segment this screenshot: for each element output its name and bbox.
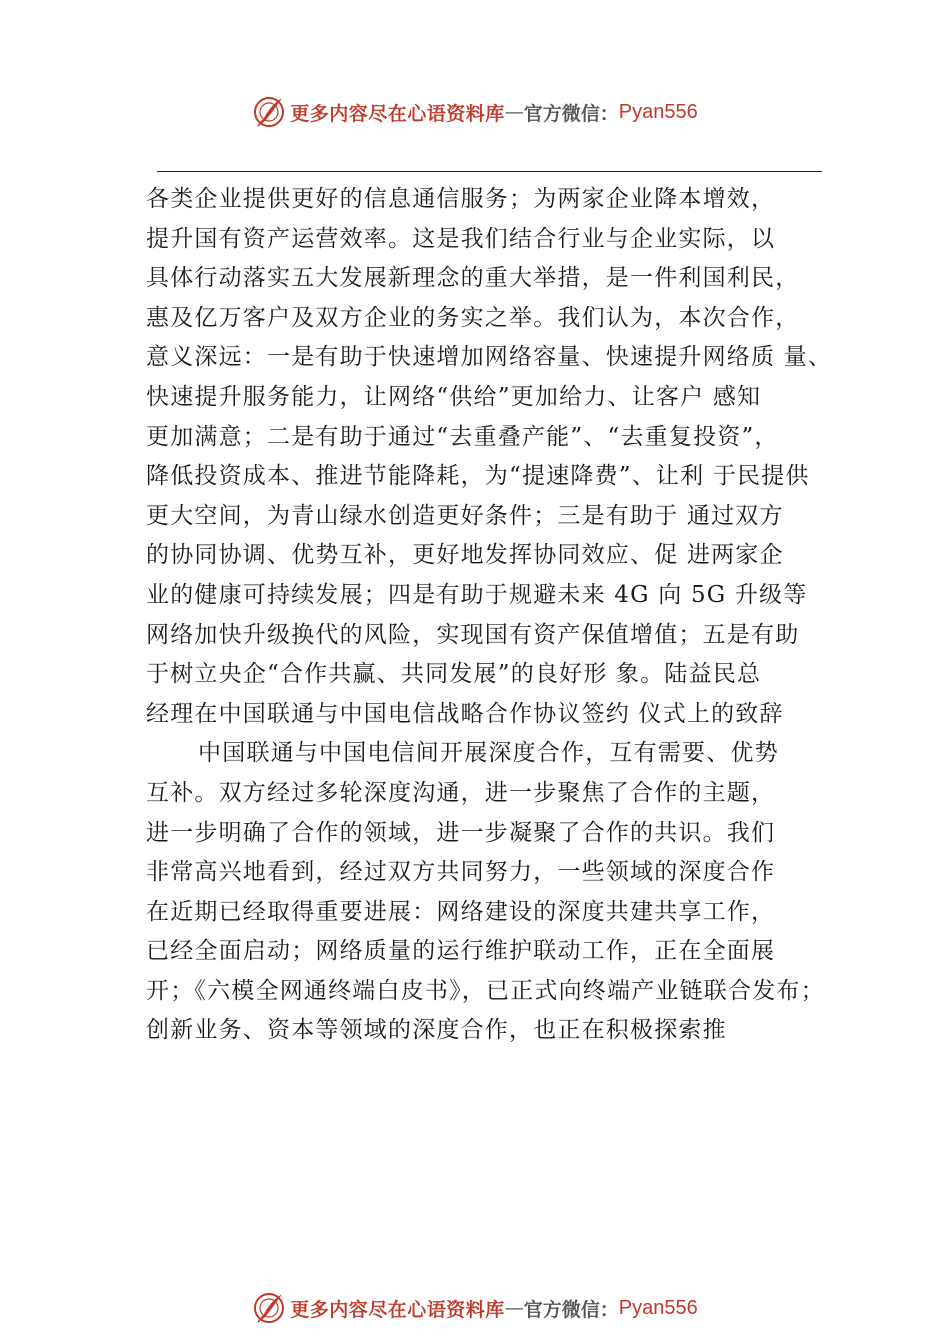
header-wechat-label: 官方微信：: [523, 102, 619, 125]
text-line: 业的健康可持续发展；四是有助于规避未来 4G 向 5G 升级等: [146, 581, 808, 608]
header-rule: [157, 171, 822, 172]
page-header: [0, 92, 950, 132]
footer-wechat-label: 官方微信：: [523, 1298, 619, 1321]
text-line: 具体行动落实五大发展新理念的重大举措，是一件利国利民，: [146, 265, 800, 292]
text-line: 降低投资成本、推进节能降耗，为“提速降费”、让利 于民提供: [146, 463, 810, 490]
document-body: [146, 180, 846, 1051]
text-line: 的协同协调、优势互补，更好地发挥协同效应、促 进两家企: [146, 542, 784, 569]
paragraph-first-line: 中国联通与中国电信间开展深度合作，互有需要、优势: [198, 740, 779, 767]
text-line: 已经全面启动；网络质量的运行维护联动工作，正在全面展: [146, 938, 776, 965]
header-separator: —: [504, 101, 524, 123]
text-line: 创新业务、资本等领域的深度合作，也正在积极探索推: [146, 1017, 727, 1044]
text-line: 非常高兴地看到，经过双方共同努力，一些领域的深度合作: [146, 859, 776, 886]
text-line: 于树立央企“合作共赢、共同发展”的良好形 象。陆益民总: [146, 661, 762, 688]
text-line: 提升国有资产运营效率。这是我们结合行业与企业实际，以: [146, 225, 776, 252]
page-footer: [0, 1288, 950, 1328]
text-line: 意义深远：一是有助于快速增加网络容量、快速提升网络质 量、: [146, 344, 833, 371]
text-line: 进一步明确了合作的领域，进一步凝聚了合作的共识。我们: [146, 819, 776, 846]
quill-logo-icon: [252, 1291, 286, 1325]
footer-wechat-id: Pyan556: [618, 1296, 698, 1319]
quill-logo-icon: [252, 95, 286, 129]
text-line: 网络加快升级换代的风险，实现国有资产保值增值；五是有助: [146, 621, 800, 648]
header-brand: 更多内容尽在心语资料库: [290, 102, 505, 125]
footer-brand: 更多内容尽在心语资料库: [290, 1298, 505, 1321]
text-line: 更加满意；二是有助于通过“去重叠产能”、“去重复投资”，: [146, 423, 779, 450]
text-line: 开；《六模全网通终端白皮书》，已正式向终端产业链联合发布；: [146, 977, 825, 1004]
text-line: 互补。双方经过多轮深度沟通，进一步聚焦了合作的主题，: [146, 779, 776, 806]
text-line: 在近期已经取得重要进展：网络建设的深度共建共享工作，: [146, 898, 776, 925]
text-line: 惠及亿万客户及双方企业的务实之举。我们认为，本次合作，: [146, 304, 800, 331]
text-line: 快速提升服务能力，让网络“供给”更加给力、让客户 感知: [146, 383, 762, 410]
header-wechat-id: Pyan556: [618, 100, 698, 123]
text-line: 更大空间，为青山绿水创造更好条件；三是有助于 通过双方: [146, 502, 784, 529]
footer-separator: —: [504, 1297, 524, 1319]
text-line: 经理在中国联通与中国电信战略合作协议签约 仪式上的致辞: [146, 700, 784, 727]
text-line: 各类企业提供更好的信息通信服务；为两家企业降本增效，: [146, 186, 776, 212]
